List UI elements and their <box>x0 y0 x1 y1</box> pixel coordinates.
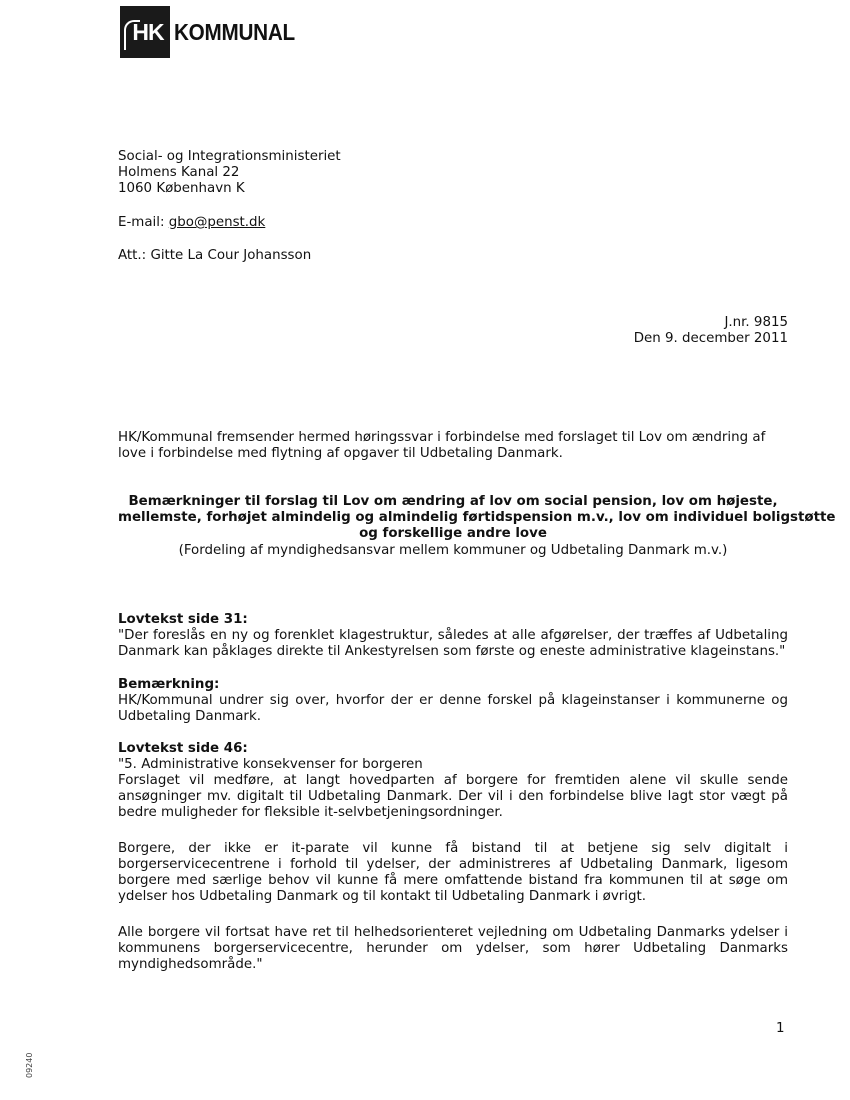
intro-paragraph: HK/Kommunal fremsender hermed høringssvar i forbindelse med forslaget til Lov om ændring af love i forbindelse med flytning af opgaver til Udbetaling Danmark. <box>118 430 766 461</box>
logo-name: KOMMUNAL <box>174 19 295 45</box>
logo-mark-text: HK <box>132 19 164 45</box>
recipient-line-2: Holmens Kanal 22 <box>118 165 240 180</box>
section-2-title: Bemærkning: <box>118 677 220 692</box>
hk-kommunal-logo <box>120 6 308 58</box>
section-3-subtitle: "5. Administrative konsekvenser for borgeren <box>118 757 423 772</box>
section-1-title: Lovtekst side 31: <box>118 612 248 627</box>
email-label: E-mail: <box>118 215 169 230</box>
paragraph-2: Borgere, der ikke er it-parate vil kunne få bistand til at betjene sig selv digitalt i borgerservicecentrene i forhold til ydelser, der administreres af Udbetaling Danmark, ligesom borgere med særlige behov vil kunne få mere omfattende bistand fra kommunen til at søge om ydelser hos Udbetaling Danmark og til kontakt til Udbetaling Danmark i øvrigt. <box>118 841 788 904</box>
side-code: 09240 <box>25 1052 34 1078</box>
journal-number: J.nr. 9815 <box>724 315 788 330</box>
recipient-address <box>118 149 341 197</box>
swoosh-icon <box>124 20 140 50</box>
document-heading <box>118 494 836 542</box>
recipient-att: Att.: Gitte La Cour Johansson <box>118 248 312 263</box>
recipient-line-1: Social- og Integrationsministeriet <box>118 149 341 164</box>
heading-line-1: Bemærkninger til forslag til Lov om ændring af lov om social pension, lov om højeste, <box>128 494 778 509</box>
email-link[interactable]: gbo@penst.dk <box>168 215 266 230</box>
section-2-text: HK/Kommunal undrer sig over, hvorfor der er denne forskel på klageinstanser i kommunerne og Udbetaling Danmark. <box>118 693 788 724</box>
heading-line-3: og forskellige andre love <box>359 526 547 541</box>
recipient-line-3: 1060 København K <box>118 181 245 196</box>
recipient-email <box>118 215 265 231</box>
letter-date: Den 9. december 2011 <box>633 331 788 346</box>
section-3-text: Forslaget vil medføre, at langt hovedparten af borgere for fremtiden alene vil skulle sende ansøgninger mv. digitalt til Udbetaling Danmark. Der vil i den forbindelse blive lagt stor vægt på bedre muligheder for fleksible it-selvbetjeningsordninger. <box>118 773 788 820</box>
document-subtitle: (Fordeling af myndighedsansvar mellem kommuner og Udbetaling Danmark m.v.) <box>178 543 728 558</box>
section-1-text: "Der foreslås en ny og forenklet klagestruktur, således at alle afgørelser, der træffes af Udbetaling Danmark kan påklages direkte til Ankestyrelsen som første og eneste administrative klageinstans." <box>118 628 788 659</box>
heading-line-2: mellemste, forhøjet almindelig og almindelig førtidspension m.v., lov om individuel boligstøtte <box>118 510 836 525</box>
reference-block <box>634 315 788 347</box>
section-3-title: Lovtekst side 46: <box>118 741 248 756</box>
hk-logo-mark <box>120 6 170 58</box>
page-number: 1 <box>776 1021 785 1036</box>
paragraph-3: Alle borgere vil fortsat have ret til helhedsorienteret vejledning om Udbetaling Danmarks ydelser i kommunens borgerservicecentre, herunder om ydelser, som hører Udbetaling Danmarks myndighedsområde." <box>118 925 788 972</box>
